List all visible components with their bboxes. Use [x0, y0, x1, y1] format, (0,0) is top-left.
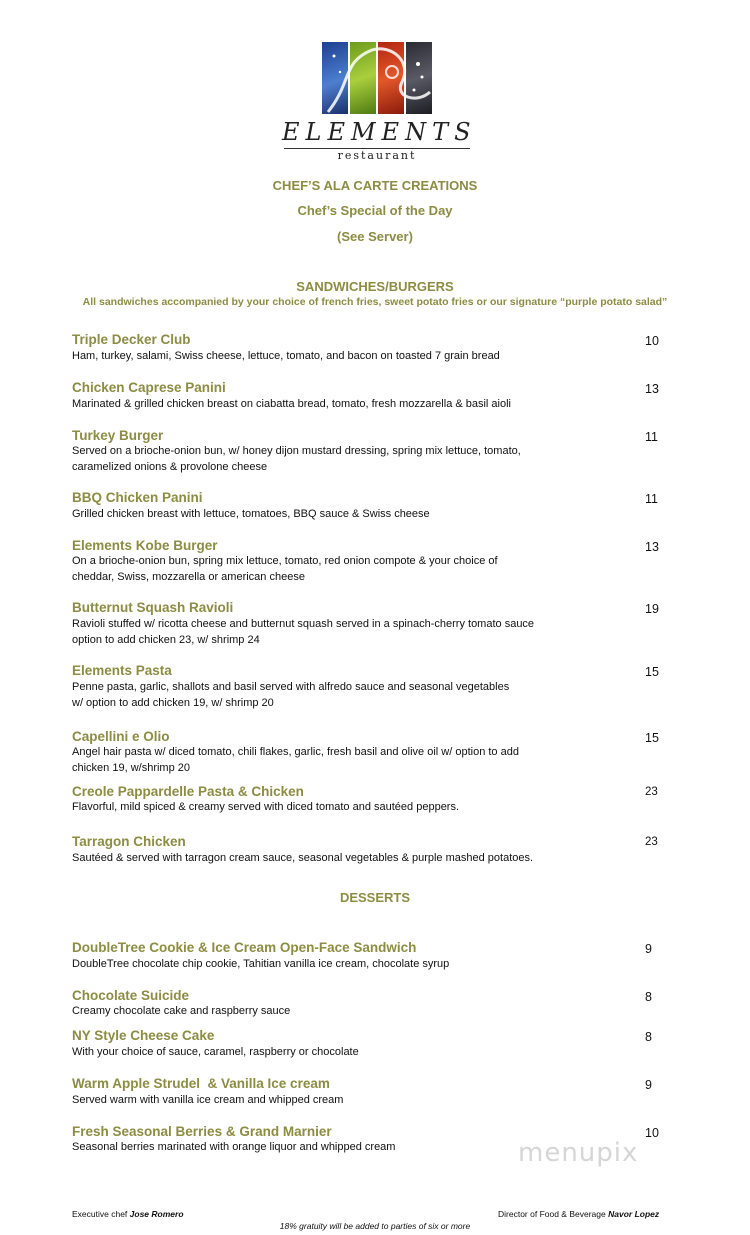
sandwiches-note: All sandwiches accompanied by your choice of french fries, sweet potato fries or our signature “purple potato salad”	[82, 296, 668, 308]
chef-name: Jose Romero	[129, 1209, 184, 1219]
item-desc: Ravioli stuffed w/ ricotta cheese and butternut squash served in a spinach-cherry tomato sauce option to add chicken 23, w/ shrimp 24	[72, 618, 535, 646]
logo	[282, 42, 477, 162]
item-name: NY Style Cheese Cake	[72, 1028, 215, 1043]
item-desc: Grilled chicken breast with lettuce, tomatoes, BBQ sauce & Swiss cheese	[72, 508, 430, 520]
item-desc: Ham, turkey, salami, Swiss cheese, lettuce, tomato, and bacon on toasted 7 grain bread	[72, 350, 500, 362]
item-desc: Seasonal berries marinated with orange liquor and whipped cream	[72, 1141, 396, 1153]
watermark: menupix	[518, 1138, 639, 1168]
item-desc: Creamy chocolate cake and raspberry sauce	[72, 1005, 291, 1017]
item-price: 19	[645, 602, 659, 616]
item-price: 9	[645, 942, 652, 956]
header-special: Chef’s Special of the Day	[297, 203, 453, 218]
item-name: Warm Apple Strudel & Vanilla Ice cream	[72, 1076, 330, 1091]
item-name: DoubleTree Cookie & Ice Cream Open-Face Sandwich	[72, 940, 417, 955]
item-desc: On a brioche-onion bun, spring mix lettuce, tomato, red onion compote & your choice of cheddar, Swiss, mozzarella or american cheese	[72, 555, 498, 583]
item-price: 8	[645, 1030, 652, 1044]
logo-sub: restaurant	[337, 149, 417, 162]
item-price: 10	[645, 334, 659, 348]
item-desc: Marinated & grilled chicken breast on ciabatta bread, tomato, fresh mozzarella & basil aioli	[72, 398, 512, 410]
item-price: 11	[645, 492, 658, 506]
item-price: 15	[645, 731, 659, 745]
item-name: Chicken Caprese Panini	[72, 380, 226, 395]
item-price: 8	[645, 990, 652, 1004]
footer-director	[498, 1209, 659, 1219]
item-desc: DoubleTree chocolate chip cookie, Tahitian vanilla ice cream, chocolate syrup	[72, 958, 450, 970]
header-see-server: (See Server)	[337, 229, 413, 244]
item-name: Elements Kobe Burger	[72, 538, 218, 553]
footer-chef	[72, 1209, 184, 1219]
item-name: Butternut Squash Ravioli	[72, 600, 234, 615]
item-name: Fresh Seasonal Berries & Grand Marnier	[72, 1124, 332, 1139]
logo-tiles	[322, 42, 434, 114]
item-desc: Served on a brioche-onion bun, w/ honey dijon mustard dressing, spring mix lettuce, tomato, caramelized onions & provolone cheese	[72, 445, 521, 473]
item-desc: Angel hair pasta w/ diced tomato, chili flakes, garlic, fresh basil and olive oil w/ option to add chicken 19, w/shrimp 20	[72, 746, 519, 774]
item-price: 23	[645, 836, 658, 848]
item-name: Creole Pappardelle Pasta & Chicken	[72, 784, 304, 799]
logo-swirl	[322, 42, 434, 114]
item-price: 13	[645, 540, 659, 554]
item-desc: Served warm with vanilla ice cream and whipped cream	[72, 1094, 344, 1106]
item-name: Capellini e Olio	[72, 729, 170, 744]
item-name: Elements Pasta	[72, 663, 172, 678]
item-desc: With your choice of sauce, caramel, raspberry or chocolate	[72, 1046, 359, 1058]
item-price: 10	[645, 1126, 659, 1140]
chef-label: Executive chef	[72, 1209, 128, 1219]
director-name: Navor Lopez	[608, 1209, 660, 1219]
item-name: BBQ Chicken Panini	[72, 490, 203, 505]
item-name: Triple Decker Club	[72, 332, 191, 347]
footer-gratuity: 18% gratuity will be added to parties of six or more	[279, 1221, 471, 1231]
item-name: Tarragon Chicken	[72, 834, 186, 849]
item-desc: Flavorful, mild spiced & creamy served with diced tomato and sautéed peppers.	[72, 801, 460, 813]
logo-name: ELEMENTS	[282, 118, 477, 146]
item-price: 11	[645, 430, 658, 444]
item-price: 13	[645, 382, 659, 396]
item-price: 23	[645, 786, 658, 798]
sandwiches-title: SANDWICHES/BURGERS	[296, 279, 454, 294]
item-desc: Penne pasta, garlic, shallots and basil served with alfredo sauce and seasonal vegetables w/ option to add chicken 19, w/ shrimp 20	[72, 681, 510, 709]
desserts-title: DESSERTS	[339, 890, 411, 905]
header-title: CHEF’S ALA CARTE CREATIONS	[272, 178, 478, 193]
item-price: 15	[645, 665, 659, 679]
item-name: Chocolate Suicide	[72, 988, 190, 1003]
item-price: 9	[645, 1078, 652, 1092]
director-label: Director of Food & Beverage	[498, 1209, 606, 1219]
item-name: Turkey Burger	[72, 428, 164, 443]
item-desc: Sautéed & served with tarragon cream sauce, seasonal vegetables & purple mashed potatoes.	[72, 852, 534, 864]
